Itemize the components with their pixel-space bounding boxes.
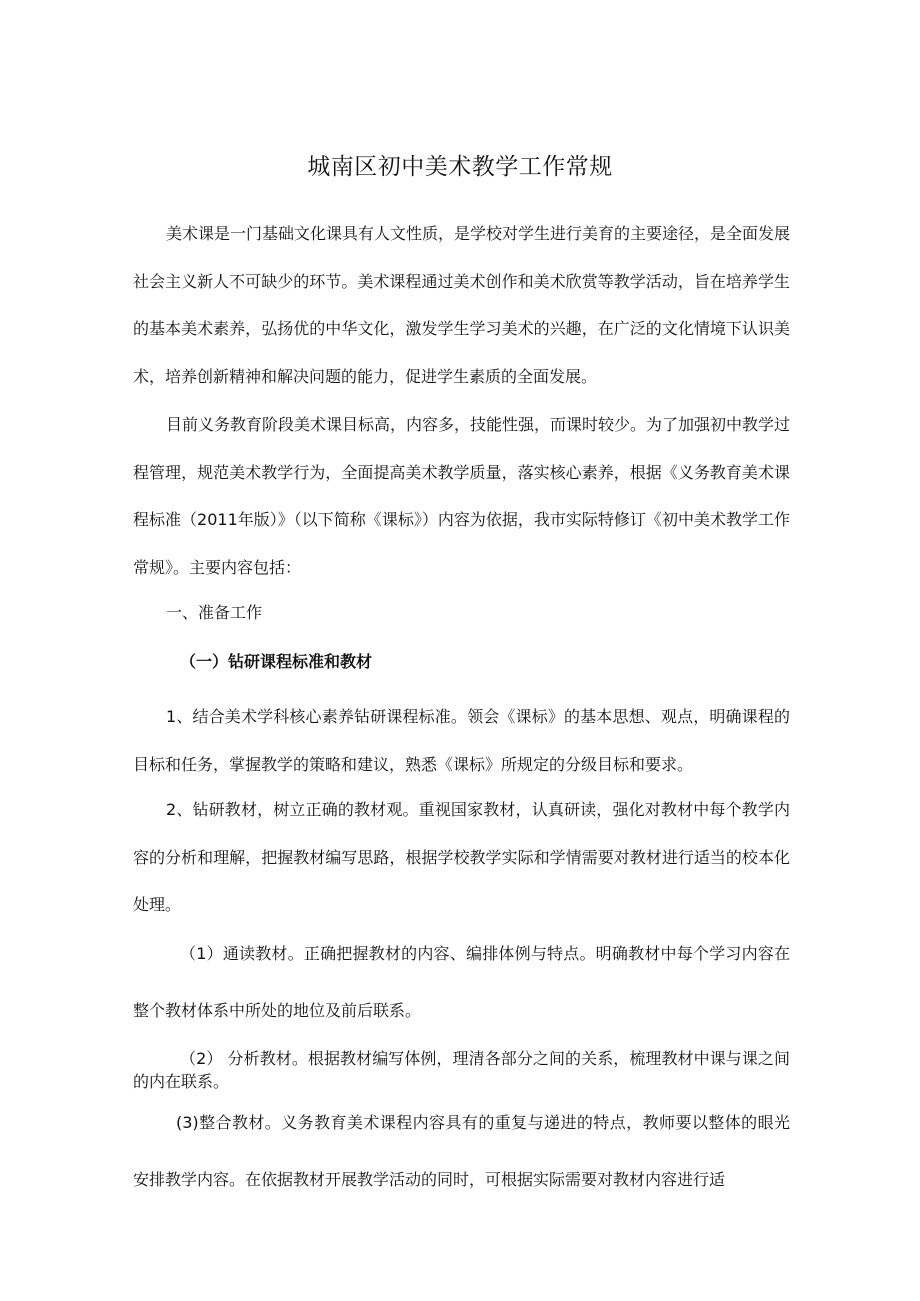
section-heading-preparation: 一、准备工作 — [166, 603, 263, 622]
paragraph-item-2: 2、钻研教材，树立正确的教材观。重视国家教材，认真研读，强化对教材中每个教学内容的分析和理解，把握教材编写思路，根据学校教学实际和学情需要对教材进行适当的校本化处理。 — [133, 800, 790, 914]
subsection-heading-curriculum: （一）钻研课程标准和教材 — [180, 652, 373, 671]
paragraph-sub-3: (3)整合教材。义务教育美术课程内容具有的重复与递进的特点，教师要以整体的眼光安排教学内容。在依据教材开展教学活动的同时，可根据实际需要对教材内容进行适 — [133, 1113, 790, 1189]
paragraph-intro: 美术课是一门基础文化课具有人文性质，是学校对学生进行美育的主要途径，是全面发展社会主义新人不可缺少的环节。美术课程通过美术创作和美术欣赏等教学活动，旨在培养学生的基本美术素养，弘扬优的中华文化，激发学生学习美术的兴趣，在广泛的文化情境下认识美术，培养创新精神和解决问题的能力，促进学生素质的全面发展。 — [133, 224, 791, 386]
paragraph-sub-2: （2） 分析教材。根据教材编写体例，理清各部分之间的关系，梳理教材中课与课之间的内在联系。 — [133, 1049, 790, 1091]
paragraph-item-1: 1、结合美术学科核心素养钻研课程标准。领会《课标》的基本思想、观点，明确课程的目标和任务，掌握教学的策略和建议，熟悉《课标》所规定的分级目标和要求。 — [133, 707, 790, 774]
paragraph-sub-1: （1）通读教材。正确把握教材的内容、编排体例与特点。明确教材中每个学习内容在整个教材体系中所处的地位及前后联系。 — [133, 944, 790, 1020]
paragraph-purpose: 目前义务教育阶段美术课目标高，内容多，技能性强，而课时较少。为了加强初中教学过程管理，规范美术教学行为，全面提高美术教学质量，落实核心素养，根据《义务教育美术课程标准（2011年版）》（以下简称《课标》）内容为依据，我市实际特修订《初中美术教学工作常规》。主要内容包括： — [133, 415, 791, 577]
document-title: 城南区初中美术教学工作常规 — [307, 154, 613, 180]
